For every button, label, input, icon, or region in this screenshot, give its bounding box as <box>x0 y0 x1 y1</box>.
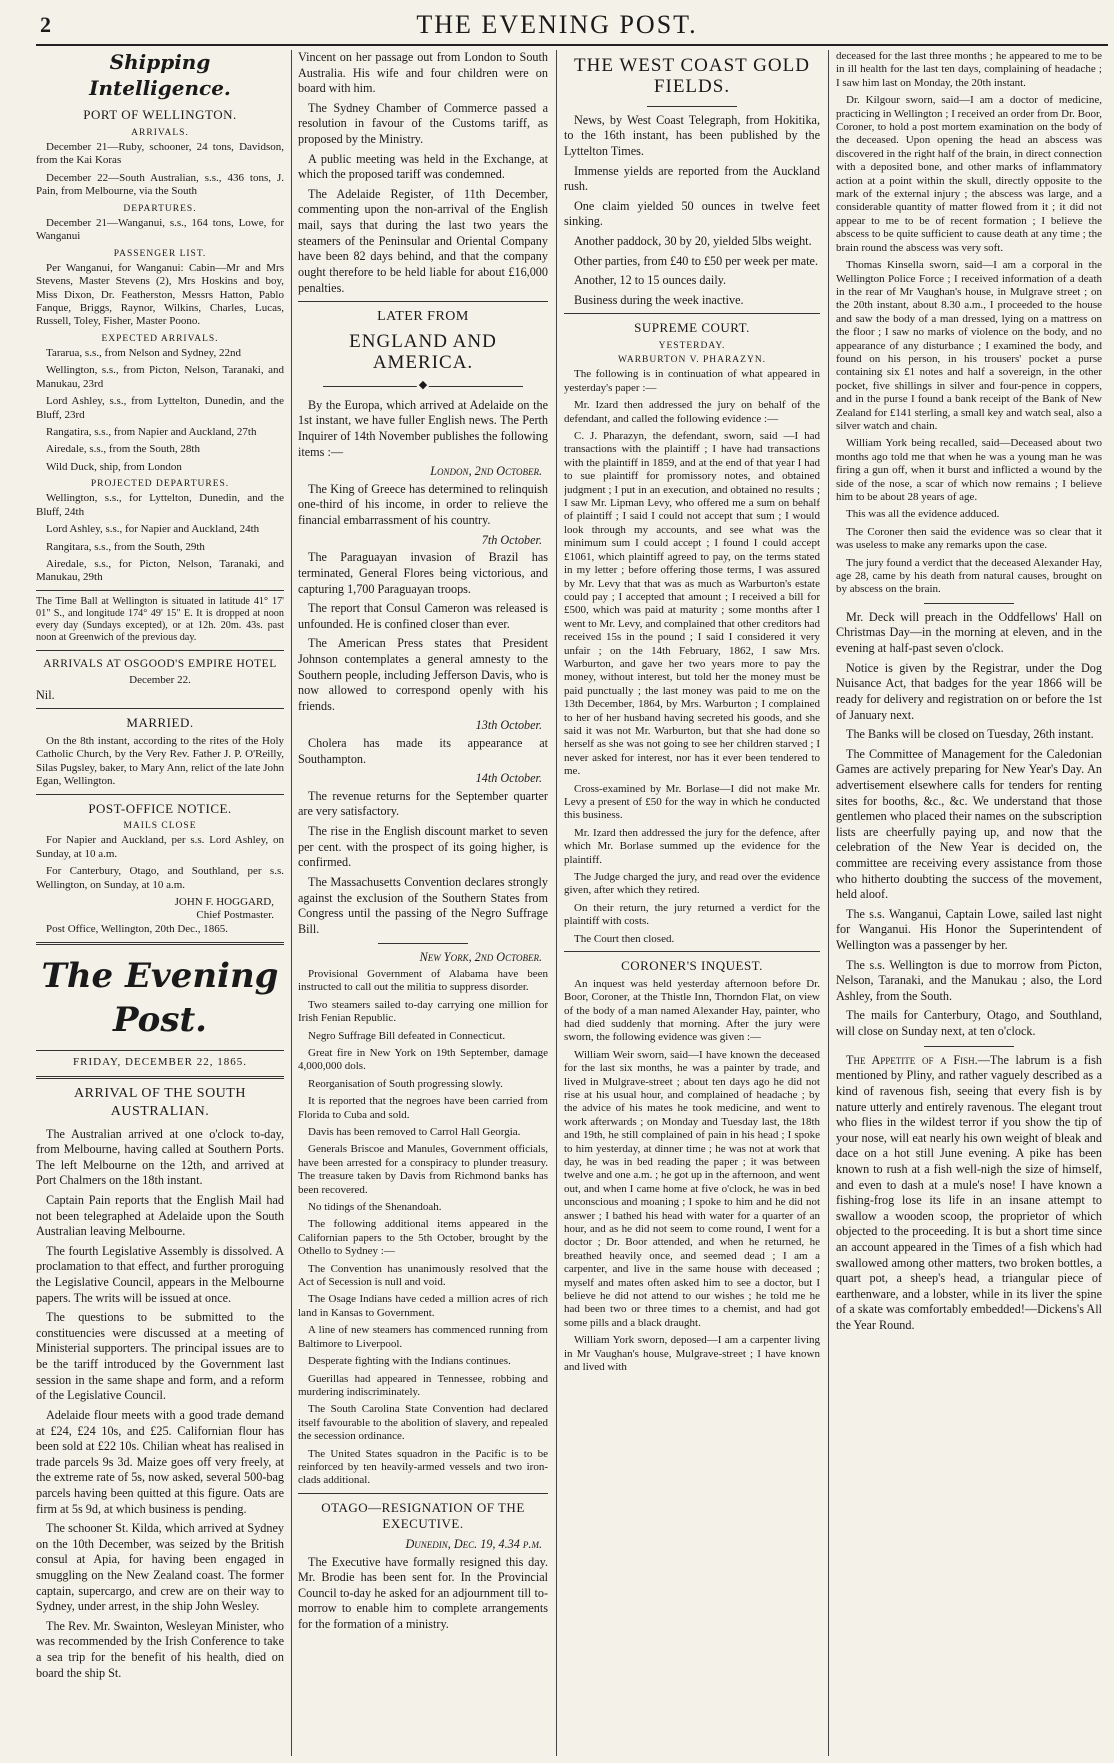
article-paragraph: The report that Consul Cameron was released is unfounded. He is confined closer than ever. <box>298 601 548 631</box>
article-paragraph: C. J. Pharazyn, the defendant, sworn, said —I had transactions with the plaintiff ; I have had transactions with the plaintiff in 1859, and at the end of that year I had to sue plaintiff for promissory notes, and obtained judgment ; I put in an execution, and obtained no results ; I saw Mr. Lipman Levy, who offered me a sum on behalf of plaintiff ; I said I could not accept that sum ; I would look through my accounts, and see what was the minimum sum I could accept ; I found I could accept £1061, which plaintiff agreed to pay, on the terms stated in my letter ; before offering those terms, I was assured by Mr. Levy that that was as much as Warburton's estate could pay ; I accepted that amount ; I received a bill for £500, which was paid at maturity ; some months after I went to Mr. Levy, and complained that other creditors had received 15s in the pound ; I said I considered it very unfair ; on the 14th February, 1862, I saw Mrs. Warburton, and gave her two years more to pay the money, without interest, but told her the money must be paid punctually ; the last money was paid to me on the 13th December, 1864, by Mrs. Warburton ; I complained to her of her husband having secreted his goods, and she said it was not Mr. Warburton, but that she had done so herself as she was not going to see her children starved ; I never asked for interest, nor has it ever been tendered to me. <box>564 430 820 778</box>
divider <box>924 603 1014 604</box>
dateline: New York, 2nd October. <box>419 950 542 965</box>
list-item: Rangatira, s.s., from Napier and Auckland, 27th <box>46 425 257 438</box>
article-paragraph: The South Carolina State Convention had declared itself favourable to the abolition of slavery, and repealed the secession ordinance. <box>298 1403 548 1443</box>
article-paragraph: Business during the week inactive. <box>574 292 744 307</box>
article-paragraph: The following additional items appeared in the Californian papers to the 5th October, brought by the Othello to Sydney :— <box>298 1218 548 1258</box>
article-paragraph: News, by West Coast Telegraph, from Hokitika, to the 16th instant, has been published by the Lyttelton Times. <box>564 112 820 158</box>
list-item: Wild Duck, ship, from London <box>46 460 182 473</box>
divider <box>564 951 820 952</box>
list-item: Rangitara, s.s., from the South, 29th <box>46 540 205 553</box>
article-paragraph: The schooner St. Kilda, which arrived at Sydney on the 10th December, was seized by the British consul at Apia, for having been engaged in smuggling on the New Zealand coast. The former captain, supercargo, and crew are on their way to Sydney, under arrest, in the ship John Wesley. <box>36 1521 284 1614</box>
divider <box>36 590 284 591</box>
list-item: Wellington, s.s., for Lyttelton, Dunedin, and the Bluff, 24th <box>36 492 284 518</box>
article-paragraph: An inquest was held yesterday afternoon before Dr. Boor, Coroner, at the Thistle Inn, Thorndon Flat, on view of the body of a man named Alexander Hay, painter, who had died suddenly that morning. After the jury were sworn, the following evidence was given :— <box>564 977 820 1044</box>
court-case-name: WARBURTON V. PHARAZYN. <box>617 355 767 366</box>
article-paragraph: Reorganisation of South progressing slowly. <box>308 1077 503 1090</box>
dateline: 13th October. <box>475 718 542 733</box>
issue-date: FRIDAY, DECEMBER 22, 1865. <box>73 1056 247 1069</box>
article-paragraph: Another paddock, 30 by 20, yielded 5lbs weight. <box>574 234 812 249</box>
column-4 <box>836 50 1102 1756</box>
ornamental-rule <box>298 382 548 392</box>
article-paragraph: One claim yielded 50 ounces in twelve feet sinking. <box>564 198 820 229</box>
article-paragraph: Negro Suffrage Bill defeated in Connecticut. <box>308 1029 506 1042</box>
article-paragraph: William York sworn, deposed—I am a carpenter living in Mr Vaughan's house, Mulgrave-street ; I have known and lived with <box>564 1334 820 1374</box>
article-paragraph: The Australian arrived at one o'clock to-day, from Melbourne, having called at Southern Ports. The left Melbourne on the 12th, and arrived at Port Chalmers on the 18th instant. <box>36 1126 284 1188</box>
divider <box>36 794 284 795</box>
passenger-label: PASSENGER LIST. <box>113 248 207 259</box>
article-paragraph: The Osage Indians have ceded a million acres of rich land in Kansas to Government. <box>298 1293 548 1319</box>
divider <box>298 301 548 302</box>
article-paragraph: Generals Briscoe and Manules, Government officials, have been arrested for a conspiracy to plunder treasury. The treasure taken by Davis from Richmond banks has been recovered. <box>298 1143 548 1196</box>
article-paragraph: Guerillas had appeared in Tennessee, robbing and murdering indiscriminately. <box>298 1372 548 1398</box>
article-paragraph: The Paraguayan invasion of Brazil has terminated, General Flores being victorious, and capturing 1,700 Paraguayan troops. <box>298 550 548 596</box>
shipping-heading: Shipping Intelligence. <box>89 50 231 100</box>
port-heading: PORT OF WELLINGTON. <box>83 107 237 123</box>
article-paragraph: On their return, the jury returned a verdict for the plaintiff with costs. <box>564 901 820 928</box>
article-paragraph: The rise in the English discount market to seven per cent. with the prospect of its going higher, is confirmed. <box>298 824 548 870</box>
top-rule <box>36 44 1108 46</box>
postmaster-title: Chief Postmaster. <box>196 909 274 922</box>
article-paragraph: Dr. Kilgour sworn, said—I am a doctor of medicine, practicing in Wellington ; I received an order from Dr. Boor, Coroner, to hold a post mortem examination on the body of the deceased. Upon opening the head an abscess was discovered in the right half of the brain, in direct connection with a deposited bone, and other marks of inflammatory action at a point within the skull, directly opposite to the mark of the external injury ; the abscess was large, and a considerable quantity of matter flowed from it ; it did not appear to me to be of recent formation ; I believe the abscess to be quite sufficient to cause death at any time ; the brain round the abscess was very soft. <box>836 94 1102 254</box>
married-heading: MARRIED. <box>126 715 194 731</box>
inquest-heading: CORONER'S INQUEST. <box>621 958 763 974</box>
article-paragraph: Adelaide flour meets with a good trade demand at £24, £24 10s, and £25. Californian flour has been sold at £22 10s. Chilian wheat has realised in trade parcels 9s 3d. Maize goes off very freely, at the extreme rate of 5s, now asked, several 500-bag parcels having been quitted at this figure. Oats are firm at 5s 9d, at which business is pending. <box>36 1407 284 1516</box>
divider <box>36 1076 284 1079</box>
postmaster-name: JOHN F. HOGGARD, <box>174 896 274 909</box>
dateline: Dunedin, Dec. 19, 4.34 p.m. <box>405 1537 542 1551</box>
column-2 <box>298 50 548 1756</box>
article-paragraph: Two steamers sailed to-day carrying one million for Irish Fenian Republic. <box>298 998 548 1025</box>
column-divider <box>828 50 829 1756</box>
article-paragraph: The Judge charged the jury, and read over the evidence given, after which they retired. <box>564 871 820 897</box>
married-body: On the 8th instant, according to the rites of the Holy Catholic Church, by the Very Rev. Father J. P. O'Reilly, Silas Pugsley, baker, to Mary Ann, relict of the late John Egan, Wellington. <box>36 735 284 788</box>
article-paragraph: deceased for the last three months ; he appeared to me to be in ill health for the last ten days, complaining of headache ; I saw him last on Monday, the 20th instant. <box>836 50 1102 89</box>
article-paragraph: The jury found a verdict that the deceased Alexander Hay, age 28, came by his death from natural causes, brought on by abscess on the brain. <box>836 556 1102 596</box>
article-paragraph: The mails for Canterbury, Otago, and Southland, will close on Sunday next, at ten o'clock. <box>836 1008 1102 1039</box>
article-paragraph: Mr. Deck will preach in the Oddfellows' Hall on Christmas Day—in the morning at eleven, and in the evening at half-past seven o'clock. <box>836 609 1102 656</box>
gold-fields-heading: THE WEST COAST GOLD FIELDS. <box>574 55 810 97</box>
divider <box>924 1046 1014 1047</box>
list-item: Lord Ashley, s.s., for Napier and Auckland, 24th <box>46 523 260 536</box>
article-paragraph: Desperate fighting with the Indians continues. <box>308 1355 511 1368</box>
dateline: London, 2nd October. <box>430 464 542 479</box>
column-1 <box>36 50 284 1756</box>
article-paragraph: Provisional Government of Alabama have been instructed to call out the militia to suppress disorder. <box>298 967 548 994</box>
article-paragraph: It is reported that the negroes have been carried from Florida to Cuba and sold. <box>298 1095 548 1121</box>
article-paragraph: By the Europa, which arrived at Adelaide on the 1st instant, we have fuller English news. The Perth Inquirer of 14th November publishes the following items :— <box>298 397 548 459</box>
article-paragraph: Mr. Izard then addressed the jury for the defence, after which Mr. Borlase summed up the evidence for the plaintiff. <box>564 826 820 866</box>
article-paragraph: The Massachusetts Convention declares strongly against the exclusion of the Southern States from Congress until the passing of the Negro Suffrage Bill. <box>298 874 548 936</box>
article-paragraph: The following is in continuation of what appeared in yesterday's paper :— <box>564 368 820 394</box>
list-item: For Napier and Auckland, per s.s. Lord Ashley, on Sunday, at 10 a.m. <box>36 834 284 860</box>
article-paragraph: Mr. Izard then addressed the jury on behalf of the defendant, and called the following evidence :— <box>564 399 820 425</box>
article-paragraph: The Adelaide Register, of 11th December, commenting upon the non-arrival of the English mail, says that during the last two years the steamers of the Peninsular and Oriental Company have been 82 days behind, and that the company ought therefore to be held liable for about £16,000 penalties. <box>298 186 548 295</box>
article-paragraph: The fourth Legislative Assembly is dissolved. A proclamation to that effect, and further proroguing the Legislative Council, appears in the Melbourne papers. The writs will be issued at once. <box>36 1243 284 1305</box>
article-paragraph: Cholera has made its appearance at Southampton. <box>298 736 548 766</box>
article-paragraph: Vincent on her passage out from London to South Australia. His wife and four children were on board with him. <box>298 50 548 96</box>
list-item: December 21—Wanganui, s.s., 164 tons, Lowe, for Wanganui <box>36 216 284 243</box>
fish-article <box>836 1053 1102 1334</box>
hotel-date: December 22. <box>129 674 191 687</box>
article-paragraph: The Sydney Chamber of Commerce passed a resolution in favour of the Customs tariff, as proposed by the Ministry. <box>298 100 548 147</box>
list-item: Airedale, s.s., for Picton, Nelson, Taranaki, and Manukau, 29th <box>36 557 284 584</box>
article-paragraph: The s.s. Wanganui, Captain Lowe, sailed last night for Wanganui. His Honor the Superintendent of Wellington was a passenger by her. <box>836 906 1102 953</box>
article-paragraph: The Banks will be closed on Tuesday, 26th instant. <box>846 727 1094 742</box>
columns <box>36 50 1108 1756</box>
list-item: For Canterbury, Otago, and Southland, per s.s. Wellington, on Sunday, at 10 a.m. <box>36 865 284 891</box>
list-item: Tararua, s.s., from Nelson and Sydney, 22nd <box>46 346 241 359</box>
article-paragraph: The American Press states that President Johnson contemplates a general amnesty to the Southern people, including Jefferson Davis, who is now allowed to correspond openly with his friends. <box>298 636 548 713</box>
page-number: 2 <box>40 12 51 37</box>
article-paragraph: This was all the evidence adduced. <box>846 508 1000 521</box>
article-paragraph: Notice is given by the Registrar, under the Dog Nuisance Act, that badges for the year 1866 will be ready for delivery and registration on or before the 1st of January next. <box>836 660 1102 722</box>
dateline: 7th October. <box>481 532 542 547</box>
article-paragraph: The Executive have formally resigned this day. Mr. Brodie has been sent for. In the Provincial Council to-day he asked for an adjournment till to-morrow to enable him to complete arrangements for the formation of a ministry. <box>298 1554 548 1632</box>
article-paragraph: The United States squadron in the Pacific is to be reinforced by ten heavily-armed vessels and two iron-clads additional. <box>298 1447 548 1487</box>
divider <box>36 942 284 945</box>
post-office-date: Post Office, Wellington, 20th Dec., 1865. <box>46 922 229 935</box>
article-paragraph: The Committee of Management for the Caledonian Games are actively preparing for New Year's Day. An advertisement elsewhere calls for tenders for renting sites for booths, &c., &c. We understand that those gentlemen who placed their names on the subscription lists are cheerfully paying up, and now that the celebration of the New Year is decided on, the committee are receiving every assistance from those who hitherto doubting the success of the movement, held aloof. <box>836 746 1102 902</box>
list-item: December 21—Ruby, schooner, 24 tons, Davidson, from the Kai Koras <box>36 140 284 167</box>
article-paragraph: Other parties, from £40 to £50 per week per mate. <box>574 253 819 268</box>
masthead <box>0 0 1114 46</box>
article-paragraph: The Rev. Mr. Swainton, Wesleyan Minister, who was recommended by the Irish Conference to take a sea trip for the benefit of his health, died on board the ship St. <box>36 1618 284 1680</box>
article-paragraph: The King of Greece has determined to relinquish one-third of his income, in order to relieve the financial embarrassment of his country. <box>298 481 548 528</box>
court-subheading: YESTERDAY. <box>658 341 726 352</box>
column-3 <box>564 50 820 1756</box>
article-paragraph: The Coroner then said the evidence was so clear that it was useless to make any remarks upon the case. <box>836 525 1102 552</box>
court-heading: SUPREME COURT. <box>634 320 750 336</box>
fish-body: —The labrum is a fish mentioned by Pliny, and rather vaguely described as a kind of ravenous fish, seeing that every fish is by nature utterly and entirely ravenous. The elegant trout who flies in the wildest terror if you show the tip of your nose, will eat nearly his own weight of bleak and dace on a hot still June evening. A pike has been known to rush at a fish well-nigh the size of himself, and even to dash at a mule's nose! I have known a fishing-frog lose its life in an insane attempt to swallow a wooden scoop, the proprietor of which objected to the proceeding. It is but a short time since an account appeared in the Times of a fish which had swallowed among other matters, two broken bottles, a quart pot, a sheep's head, a triangular piece of earthenware, and a lobster, while in its liver the spine of a skate was comfortably embedded!—Dickens's All the Year Round. <box>836 1052 1102 1333</box>
article-paragraph: Davis has been removed to Carrol Hall Georgia. <box>308 1126 521 1138</box>
article-paragraph: Immense yields are reported from the Auckland rush. <box>564 163 820 194</box>
article-paragraph: A public meeting was held in the Exchange, at which the proposed tariff was condemned. <box>298 151 548 182</box>
arrival-heading: ARRIVAL OF THE SOUTH AUSTRALIAN. <box>74 1085 246 1119</box>
departures-label: DEPARTURES. <box>123 203 197 214</box>
divider <box>36 650 284 651</box>
passenger-list: Per Wanganui, for Wanganui: Cabin—Mr and Mrs Stevens, Master Stevens (2), Mrs Hoskins and boy, Miss Dixon, Dr. Featherston, Messrs Hatton, Pablo Fanque, Briggs, Raynor, Wilkins, Charles, Lucas, Russell, Toley, Fisher, Master Poono. <box>36 261 284 328</box>
postoffice-heading: POST-OFFICE NOTICE. <box>88 800 232 816</box>
article-paragraph: The Court then closed. <box>574 932 675 945</box>
article-paragraph: Captain Pain reports that the English Mail had not been telegraphed at Adelaide upon the South Australian leaving Melbourne. <box>36 1192 284 1239</box>
arrivals-label: ARRIVALS. <box>131 127 189 138</box>
dateline: 14th October. <box>475 771 542 786</box>
paper-name: The Evening Post. <box>41 956 279 1040</box>
divider <box>298 1493 548 1494</box>
article-paragraph: William York being recalled, said—Deceased about two months ago told me that when he was a young man he was firing a gun off, when it burst and inflicted a wound by the side of the nose, a scar of which now remains ; I believe him to be about 28 years of age. <box>836 437 1102 503</box>
projected-label: PROJECTED DEPARTURES. <box>90 479 230 490</box>
hotel-body: Nil. <box>36 687 55 702</box>
list-item: December 22—South Australian, s.s., 436 tons, J. Pain, from Melbourne, via the South <box>36 171 284 198</box>
article-paragraph: William Weir sworn, said—I have known the deceased for the last six months, he was a painter by trade, and lived in Mulgrave-street ; about ten days ago he did not rise at his usual hour, and complained of headache ; by the advice of his mates he took medicine, and went to work afterwards ; on Monday and Tuesday last, the 18th and 19th, he still complained of pain in his head ; I spoke to him yesterday, at dinner time ; he was not at work that day, he was in bed reading the paper ; it was between twelve and one a.m. ; he got up in the afternoon, and went out, and when I came home at five o'clock, he was in bed unconscious and moaning ; I spoke to him and he did not answer ; I bathed his head with water for a quarter of an hour, and as he did not seem to come round, I went for a doctor ; Dr. Boor attended, and when he returned, he breathed heavily once, and seemed dead ; I am a carpenter, and live in the same house with deceased ; myself and mates often asked him to see a doctor, but I believe he did not attend to our wishes ; he told me he had been two or three times to a chemist, and had got some pills and a black draught. <box>564 1048 820 1329</box>
list-item: Lord Ashley, s.s., from Lyttelton, Dunedin, and the Bluff, 23rd <box>36 395 284 421</box>
newspaper-title: THE EVENING POST. <box>416 10 698 39</box>
article-paragraph: No tidings of the Shenandoah. <box>308 1201 442 1214</box>
column-divider <box>291 50 292 1756</box>
article-paragraph: Great fire in New York on 19th September, damage 4,000,000 dols. <box>298 1046 548 1073</box>
time-ball-notice: The Time Ball at Wellington is situated in latitude 41° 17' 01" S., and longitude 174° 49' 15" E. It is dropped at noon every day (Sundays excepted), or at 12h. 20m. 43s. past noon at Greenwich of the previous day. <box>36 595 284 644</box>
article-paragraph: A line of new steamers has commenced running from Baltimore to Liverpool. <box>298 1324 548 1350</box>
article-paragraph: The questions to be submitted to the constituencies were discussed at a meeting of Ministerial supporters. The principal issues are to be the tariff introduced by the Government last session in the same shape and form, and a reform of the Legislative Council. <box>36 1310 284 1403</box>
otago-heading: OTAGO—RESIGNATION OF THE EXECUTIVE. <box>321 1499 525 1532</box>
column-divider <box>556 50 557 1756</box>
divider <box>36 1050 284 1051</box>
article-paragraph: Cross-examined by Mr. Borlase—I did not make Mr. Levy a present of £50 for the way in which he conducted this business. <box>564 782 820 822</box>
list-item: Airedale, s.s., from the South, 28th <box>46 443 200 456</box>
divider <box>378 943 468 944</box>
article-paragraph: Another, 12 to 15 ounces daily. <box>574 273 727 288</box>
divider <box>564 313 820 314</box>
divider <box>36 708 284 709</box>
article-paragraph: Thomas Kinsella sworn, said—I am a corporal in the Wellington Police Force ; I received information of a death in the rear of Mr Vaughan's house, in Mulgrave street ; on the 20th instant, about 8.30 a.m., I proceeded to the house and saw the body of a man dressed, lying on a mattress on the floor ; I saw no marks of violence on the body, and no appearance of any disturbance ; I examined the body, and found on his person, in his trousers' pocket a purse containing six £1 notes and half a sovereign, in the other pocket, five shillings in silver and four-pence in coppers, and in the purse I found a bank receipt of the Bank of New Zealand for £141 sterling, a small key and watch seal, also a silver watch and chain. <box>836 259 1102 432</box>
article-paragraph: The Convention has unanimously resolved that the Act of Secession is null and void. <box>298 1262 548 1289</box>
expected-label: EXPECTED ARRIVALS. <box>101 333 219 344</box>
later-heading-line-1: LATER FROM <box>377 309 469 325</box>
mails-label: MAILS CLOSE <box>123 821 197 832</box>
fish-title: The Appetite of a Fish. <box>846 1052 978 1067</box>
article-paragraph: The s.s. Wellington is due to morrow from Picton, Nelson, Taranaki, and the Manukau ; also, the Lord Ashley, from the South. <box>836 957 1102 1003</box>
divider <box>647 106 737 107</box>
later-heading-line-2: ENGLAND AND AMERICA. <box>349 331 497 373</box>
article-paragraph: The revenue returns for the September quarter are very satisfactory. <box>298 788 548 819</box>
list-item: Wellington, s.s., from Picton, Nelson, Taranaki, and Manukau, 23rd <box>36 364 284 390</box>
hotel-heading: ARRIVALS AT OSGOOD'S EMPIRE HOTEL <box>43 657 277 670</box>
